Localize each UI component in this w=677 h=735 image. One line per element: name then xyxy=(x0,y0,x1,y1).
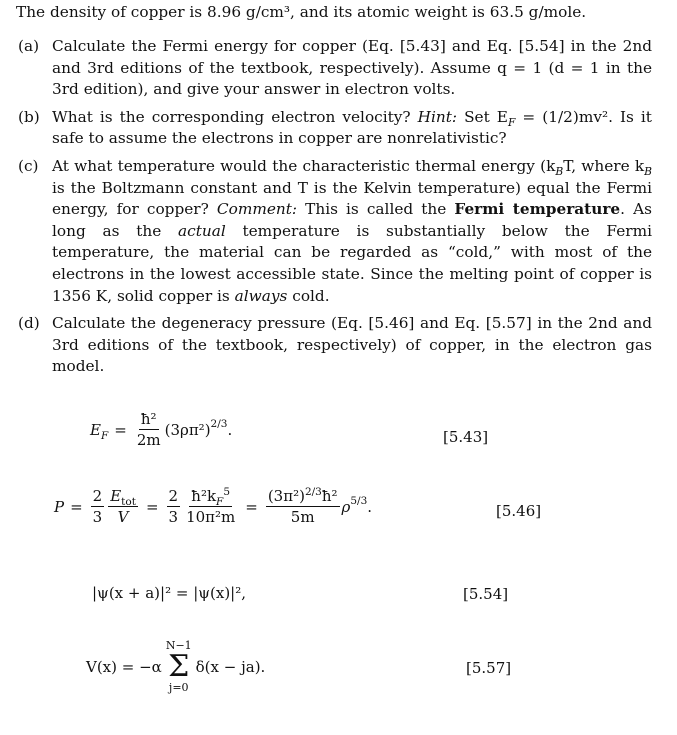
equation-periodic-potential: |ψ(x + a)|² = |ψ(x)|², xyxy=(92,584,247,602)
eq-denominator: 3 xyxy=(92,508,103,526)
question-d xyxy=(18,313,652,378)
eq-symbol: ρ xyxy=(341,497,351,516)
question-label: (b) xyxy=(18,107,40,126)
question-c xyxy=(18,156,652,307)
eq-punct: . xyxy=(227,420,233,439)
eq-subscript: tot xyxy=(121,496,136,508)
question-text: What is the corresponding electron velocity? Hint: Set $E_F = (1/2)mv^2$. Is it safe to assume the electrons in copper are nonrelativistic? xyxy=(52,107,652,148)
eq-denominator: 5m xyxy=(290,508,315,526)
equation-number: [5.43] xyxy=(443,428,489,446)
eq-numerator: 2 xyxy=(92,487,103,505)
emphasis-always: always xyxy=(234,286,288,305)
eq-symbol: P xyxy=(54,497,65,516)
eq-fraction xyxy=(167,487,181,526)
eq-numerator: 2 xyxy=(168,487,179,505)
question-text-part: temperature is substantially below the Fermi temperature, the material can be regarded as “cold,” with most of the electrons in the lowest accessible state. Since the melting point of copper is 1356 K, solid copper is xyxy=(52,221,652,305)
question-text-part: At what temperature would the characteristic thermal energy (k xyxy=(52,156,556,175)
hint-label: Hint: xyxy=(417,107,458,126)
sum-lower-limit: j=0 xyxy=(168,681,189,694)
eq-operator: = xyxy=(114,420,127,439)
eq-symbol: V xyxy=(117,508,129,526)
eq-fraction xyxy=(135,410,163,449)
question-text-part: is the Boltzmann constant and T is the Kelvin temperature) equal the Fermi energy, for copper? xyxy=(52,178,652,219)
eq-denominator: 3 xyxy=(168,508,179,526)
eq-operator: = xyxy=(70,497,83,516)
equation-dirac-comb xyxy=(86,640,265,694)
question-text-part: This is called the xyxy=(305,200,447,219)
equation-degeneracy-pressure: P = $\frac{2}{3}$ $\frac{E_{tot}}{V}$ = $\frac{2}{3}$ $\frac{ħ^2k_F^5}{\text{10π²m}}$ = $\frac{(3\pi^2)^{2/3}ħ^2}{5m}$ ρ $^{5/3}$ . xyxy=(54,486,373,526)
question-text-part: = (1/2)mv². Is it safe to assume the electrons in copper are nonrelativistic? xyxy=(52,107,652,148)
eq-exponent: 2/3 xyxy=(304,486,322,498)
question-text: At what temperature would the characteristic thermal energy ($k_BT$, where $k_B$ is the Boltzmann constant and T is the Kelvin temperature) equal the Fermi energy, for copper? Comment: This is called the Fermi temperature. As long as the actual temperature is substantially below the Fermi temperature, the material can be regarded as “cold,” with most of the electrons in the lowest accessible state. Since the melting point of copper is 1356 K, solid copper is always cold. xyxy=(52,156,653,305)
question-a xyxy=(18,36,652,101)
sum-upper-limit: N−1 xyxy=(165,639,192,652)
eq-exponent: 5 xyxy=(223,486,231,498)
eq-term: ħ² xyxy=(321,487,338,505)
equation-number: [5.57] xyxy=(466,659,512,677)
question-text: Calculate the Fermi energy for copper (Eq. [5.43] and Eq. [5.54] in the 2nd and 3rd editions of the textbook, respectively). Assume q = 1 (d = 1 in the 3rd edition), and give your answer in electron volts. xyxy=(52,37,652,99)
question-text-part: T, where k xyxy=(563,156,645,175)
eq-operator: = xyxy=(245,497,258,516)
question-text-part: What is the corresponding electron velocity? xyxy=(52,107,411,126)
eq-symbol: E xyxy=(90,420,101,439)
intro-text: The density of copper is 8.96 g/cm³, and its atomic weight is 63.5 g/mole. xyxy=(16,3,587,21)
sigma-glyph: Σ xyxy=(168,649,190,684)
summation-symbol xyxy=(166,640,192,694)
fermi-temperature-term: Fermi temperature xyxy=(454,200,621,219)
eq-fraction xyxy=(184,487,237,526)
eq-punct: . xyxy=(367,497,373,516)
question-label: (c) xyxy=(18,156,39,175)
eq-subscript: F xyxy=(216,496,224,508)
eq-term: (3ρπ²) xyxy=(164,420,211,439)
question-text-part: Set E xyxy=(464,107,508,126)
emphasis-actual: actual xyxy=(178,221,226,240)
eq-term: ħ²k xyxy=(191,487,217,505)
question-label: (d) xyxy=(18,314,40,333)
eq-term: (3π²) xyxy=(267,487,305,505)
comment-label: Comment: xyxy=(216,200,298,219)
question-b xyxy=(18,107,652,150)
question-text-part: cold. xyxy=(292,286,330,305)
eq-numerator: ħ² xyxy=(140,410,157,428)
eq-denominator: 2m xyxy=(136,431,161,449)
eq-symbol: F xyxy=(100,429,109,442)
equation-number: [5.54] xyxy=(463,585,509,603)
eq-fraction xyxy=(91,487,105,526)
question-text-part: . As long as the xyxy=(52,200,653,240)
question-list xyxy=(18,36,652,384)
equation-fermi-energy: $E_F$ = $\frac{\text{ħ²}}{2m}$ (3ρπ²) $^{2/3}$ . xyxy=(90,410,233,449)
eq-operator: = xyxy=(145,497,159,516)
eq-term: δ(x − ja). xyxy=(195,658,266,676)
eq-symbol: E xyxy=(110,487,122,505)
eq-fraction xyxy=(266,487,340,526)
equation-number: [5.46] xyxy=(496,502,542,520)
eq-denominator: 10π²m xyxy=(186,508,236,526)
eq-term: V(x) = −α xyxy=(86,658,162,676)
question-label: (a) xyxy=(18,37,40,55)
eq-fraction xyxy=(108,487,138,526)
question-text: Calculate the degeneracy pressure (Eq. [5.46] and Eq. [5.57] in the 2nd and 3rd editions of the textbook, respectively) of copper, in the electron gas model. xyxy=(52,314,652,376)
